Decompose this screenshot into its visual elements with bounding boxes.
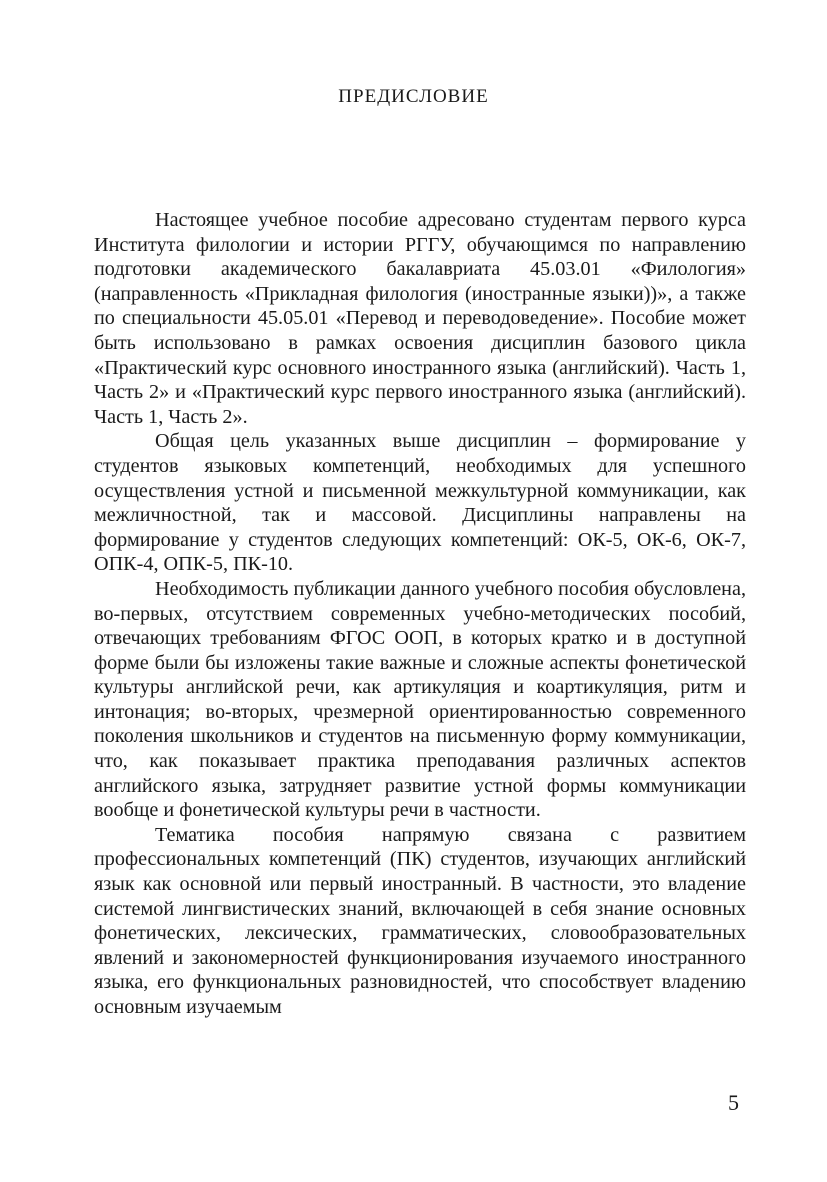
body-text [94,208,746,1020]
paragraph: Настоящее учебное пособие адресовано студентам первого курса Института филологии и истории РГГУ, обучающимся по направлению подготовки академического бакалавриата 45.03.01 «Филология» (направленность «Прикладная филология (иностранные языки))», а также по специальности 45.05.01 «Перевод и переводоведение». Пособие может быть использовано в рамках освоения дисциплин базового цикла «Практический курс основного иностранного языка (английский). Часть 1, Часть 2» и «Практический курс первого иностранного языка (английский). Часть 1, Часть 2». [94,209,746,428]
page-number: 5 [728,1090,739,1115]
page-title: ПРЕДИСЛОВИЕ [338,86,489,107]
paragraph: Необходимость публикации данного учебного пособия обусловлена, во-первых, отсутствием современных учебно-методических пособий, отвечающих требованиям ФГОС ООП, в которых кратко и в доступной форме были бы изложены такие важные и сложные аспекты фонетической культуры английской речи, как артикуляция и коартикуляция, ритм и интонация; во-вторых, чрезмерной ориентированностью современного поколения школьников и студентов на письменную форму коммуникации, что, как показывает практика преподавания различных аспектов английского языка, затрудняет развитие устной формы коммуникации вообще и фонетической культуры речи в частности. [94,577,746,822]
paragraph: Общая цель указанных выше дисциплин – формирование у студентов языковых компетенций, необходимых для успешного осуществления устной и письменной межкультурной коммуникации, как межличностной, так и массовой. Дисциплины направлены на формирование у студентов следующих компетенций: ОК-5, ОК-6, ОК-7, ОПК-4, ОПК-5, ПК-10. [94,430,746,576]
paragraph: Тематика пособия напрямую связана с развитием профессиональных компетенций (ПК) студентов, изучающих английский язык как основной или первый иностранный. В частности, это владение системой лингвистических знаний, включающей в себя знание основных фонетических, лексических, грамматических, словообразовательных явлений и закономерностей функционирования изучаемого иностранного языка, его функциональных разновидностей, что способствует владению основным изучаемым [94,823,746,1018]
